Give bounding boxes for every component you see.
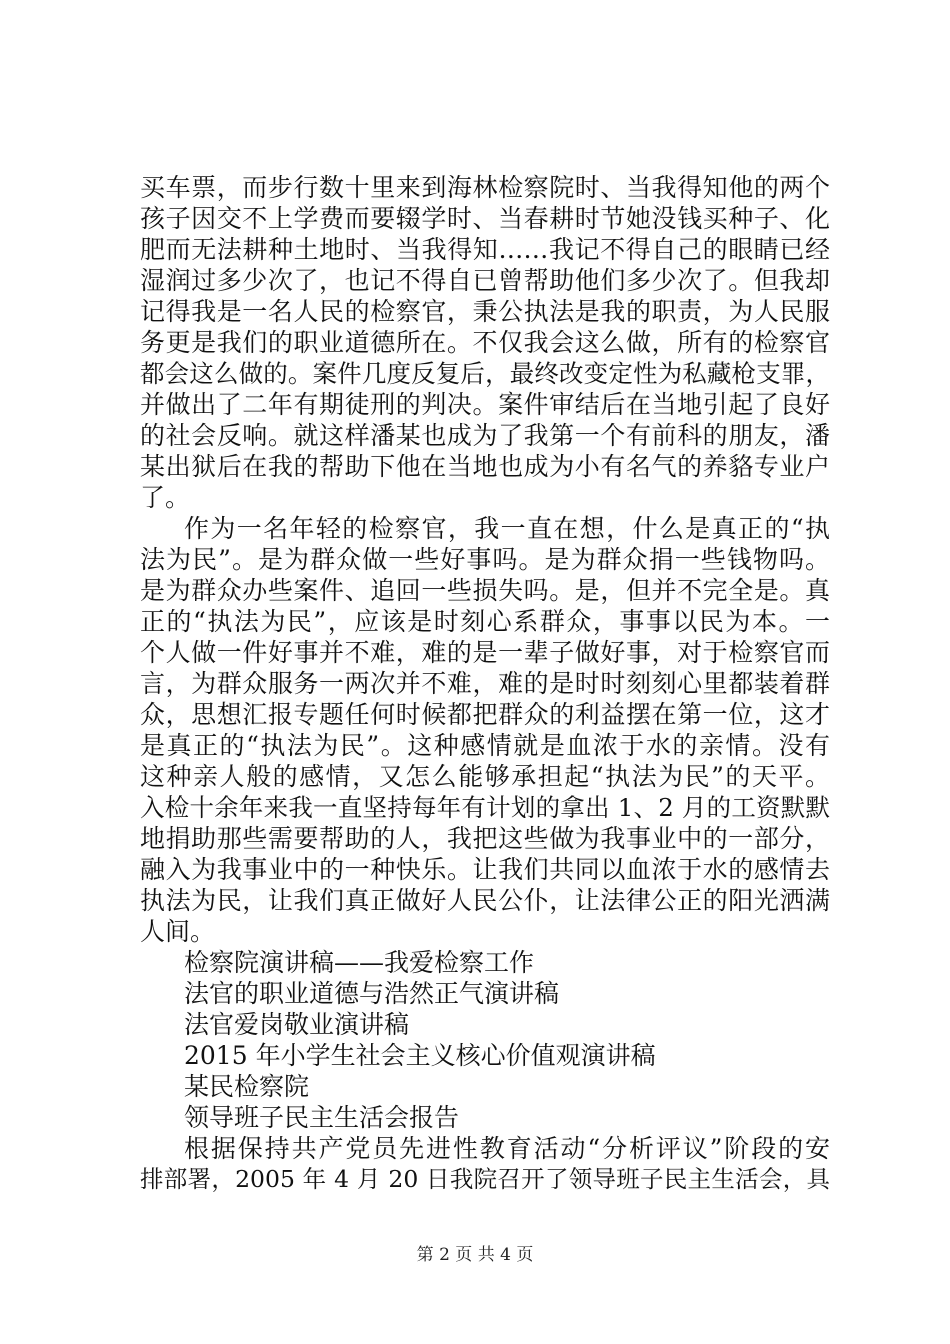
text-line: 入检十余年来我一直坚持每年有计划的拿出 1、2 月的工资默默 <box>140 793 830 822</box>
text-line: 2015 年小学生社会主义核心价值观演讲稿 <box>184 1041 656 1070</box>
text-line: 是为群众办些案件、追回一些损失吗。是，但并不完全是。真 <box>140 576 830 605</box>
text-line: 买车票，而步行数十里来到海林检察院时、当我得知他的两个 <box>140 173 830 202</box>
text-line: 执法为民，让我们真正做好人民公仆，让法律公正的阳光洒满 <box>140 886 830 915</box>
text-line: 法官爱岗敬业演讲稿 <box>184 1010 410 1039</box>
text-line: 某出狱后在我的帮助下他在当地也成为小有名气的养貉专业户 <box>140 452 830 481</box>
text-line: 并做出了二年有期徒刑的判决。案件审结后在当地引起了良好 <box>140 390 830 419</box>
page-footer <box>0 1244 950 1266</box>
text-line: 都会这么做的。案件几度反复后，最终改变定性为私藏枪支罪， <box>140 359 830 388</box>
text-line: 某民检察院 <box>184 1072 310 1101</box>
text-line: 人间。 <box>140 917 216 946</box>
text-line: 检察院演讲稿——我爱检察工作 <box>184 948 535 977</box>
text-line: 记得我是一名人民的检察官，秉公执法是我的职责，为人民服 <box>140 297 830 326</box>
text-line: 法官的职业道德与浩然正气演讲稿 <box>184 979 560 1008</box>
text-line: 排部署，2005 年 4 月 20 日我院召开了领导班子民主生活会，具 <box>140 1165 830 1193</box>
page-number-label: 第 2 页 共 4 页 <box>416 1245 534 1265</box>
text-line: 务更是我们的职业道德所在。不仅我会这么做，所有的检察官 <box>140 328 830 357</box>
text-line: 孩子因交不上学费而要辍学时、当春耕时节她没钱买种子、化 <box>140 204 830 233</box>
text-line: 地捐助那些需要帮助的人，我把这些做为我事业中的一部分， <box>140 824 830 853</box>
text-line: 法为民”。是为群众做一些好事吗。是为群众捐一些钱物吗。 <box>140 545 830 574</box>
text-line: 众，思想汇报专题任何时候都把群众的利益摆在第一位，这才 <box>140 700 830 729</box>
text-line: 肥而无法耕种土地时、当我得知……我记不得自己的眼睛已经 <box>140 235 830 264</box>
text-line: 根据保持共产党员先进性教育活动“分析评议”阶段的安 <box>184 1134 830 1163</box>
text-line: 了。 <box>140 483 191 512</box>
text-line: 这种亲人般的感情，又怎么能够承担起“执法为民”的天平。 <box>140 762 830 791</box>
text-line: 言，为群众服务一两次并不难，难的是时时刻刻心里都装着群 <box>140 669 830 698</box>
text-line: 正的“执法为民”，应该是时刻心系群众，事事以民为本。一 <box>140 607 830 636</box>
text-line: 个人做一件好事并不难，难的是一辈子做好事，对于检察官而 <box>140 638 830 667</box>
text-line: 作为一名年轻的检察官，我一直在想，什么是真正的“执 <box>184 514 830 543</box>
text-line: 湿润过多少次了，也记不得自已曾帮助他们多少次了。但我却 <box>140 266 830 295</box>
text-line: 的社会反响。就这样潘某也成为了我第一个有前科的朋友，潘 <box>140 421 830 450</box>
text-line: 融入为我事业中的一种快乐。让我们共同以血浓于水的感情去 <box>140 855 830 884</box>
document-body <box>140 172 830 1195</box>
text-line: 是真正的“执法为民”。这种感情就是血浓于水的亲情。没有 <box>140 731 830 760</box>
text-line: 领导班子民主生活会报告 <box>184 1103 460 1132</box>
